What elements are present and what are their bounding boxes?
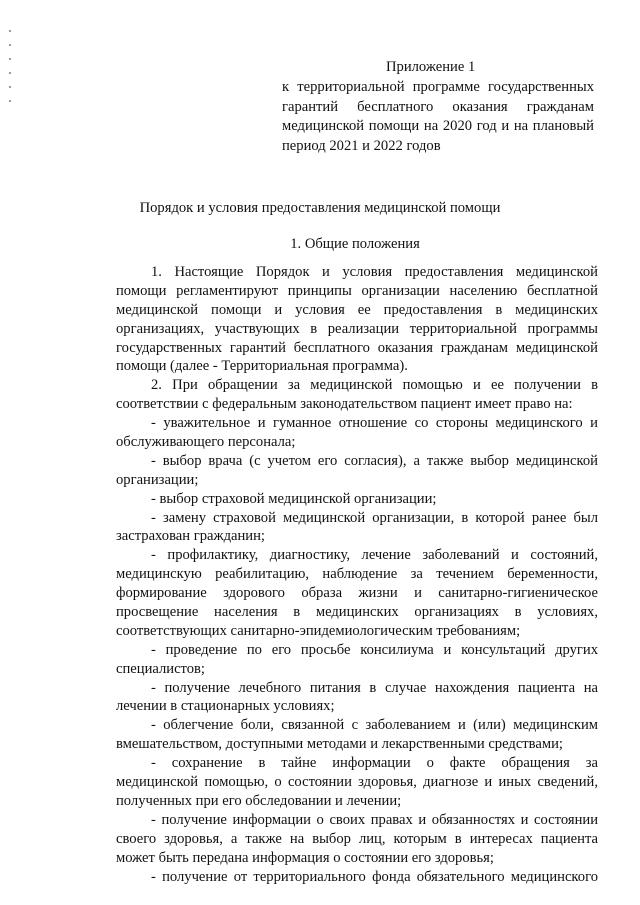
list-item-line: лечении в стационарных условиях; [116, 698, 335, 715]
list-item-line: может быть передана информация о состоянии его здоровья; [116, 849, 494, 866]
list-item-line: организации; [116, 471, 199, 488]
binding-margin-marks [8, 30, 14, 120]
annex-line: период 2021 и 2022 годов [282, 138, 441, 155]
annex-line: медицинской помощи на 2020 год и на плановый [282, 118, 594, 135]
document-title: Порядок и условия предоставления медицинской помощи [139, 200, 501, 216]
annex-line: к территориальной программе государственных [282, 78, 594, 95]
text-line: 1. Настоящие Порядок и условия предоставления медицинской [151, 264, 598, 280]
list-item-line: - замену страховой медицинской организации, в которой ранее был [151, 509, 598, 526]
text-line: государственных гарантий бесплатного оказания гражданам медицинской [116, 339, 598, 356]
text-line: помощи регламентируют принципы организации населению бесплатной [116, 282, 598, 299]
annex-title: Приложение 1 [386, 59, 476, 75]
list-item-line: формирование здорового образа жизни и санитарно-гигиеническое [116, 585, 598, 602]
list-item-line: - сохранение в тайне информации о факте обращения за [151, 755, 598, 772]
list-item-line: медицинскую реабилитацию, наблюдение за течением беременности, [116, 566, 598, 583]
list-item-line: - выбор врача (с учетом его согласия), а также выбор медицинской [151, 452, 598, 469]
text-line: организациях, участвующих в реализации территориальной программы [116, 320, 598, 337]
list-item-line: - уважительное и гуманное отношение со стороны медицинского и [151, 415, 598, 432]
list-item-line: - проведение по его просьбе консилиума и консультаций других [151, 641, 598, 658]
list-item-line: - получение информации о своих правах и обязанностях и состоянии [151, 811, 598, 828]
list-item-line: обслуживающего персонала; [116, 434, 296, 451]
text-line: помощи (далее - Территориальная программа). [116, 358, 408, 375]
list-item-line: специалистов; [116, 660, 205, 677]
list-item-line: - профилактику, диагностику, лечение заболеваний и состояний, [151, 547, 598, 564]
list-item-line: медицинской помощью, о состоянии здоровья, диагнозе и иных сведений, [116, 774, 598, 791]
annex-line: гарантий бесплатного оказания гражданам [282, 98, 594, 115]
text-line: соответствии с федеральным законодательством пациент имеет право на: [116, 396, 573, 413]
list-item-line: - получение лечебного питания в случае нахождения пациента на [151, 679, 598, 696]
list-item-line: полученных при его обследовании и лечении; [116, 792, 402, 809]
list-item-line: - выбор страховой медицинской организации; [151, 490, 437, 507]
list-item-line: - получение от территориального фонда обязательного медицинского [151, 868, 598, 885]
annex-header [282, 58, 594, 157]
text-line: 2. При обращении за медицинской помощью и ее получении в [151, 377, 598, 394]
list-item-line: соответствующих санитарно-эпидемиологическим требованиям; [116, 622, 521, 639]
document-body [116, 263, 598, 886]
list-item-line: - облегчение боли, связанной с заболеванием и (или) медицинским [151, 717, 598, 734]
text-line: медицинской помощи и условия ее предоставления в медицинских [116, 301, 598, 318]
list-item-line: вмешательством, доступными методами и лекарственными средствами; [116, 736, 563, 753]
list-item-line: своего здоровья, а также на выбор лиц, которым в интересах пациента [116, 830, 598, 847]
list-item-line: просвещение населения в медицинских организациях в условиях, [116, 604, 598, 621]
section-title: 1. Общие положения [290, 236, 420, 252]
list-item-line: застрахован гражданин; [116, 528, 265, 545]
